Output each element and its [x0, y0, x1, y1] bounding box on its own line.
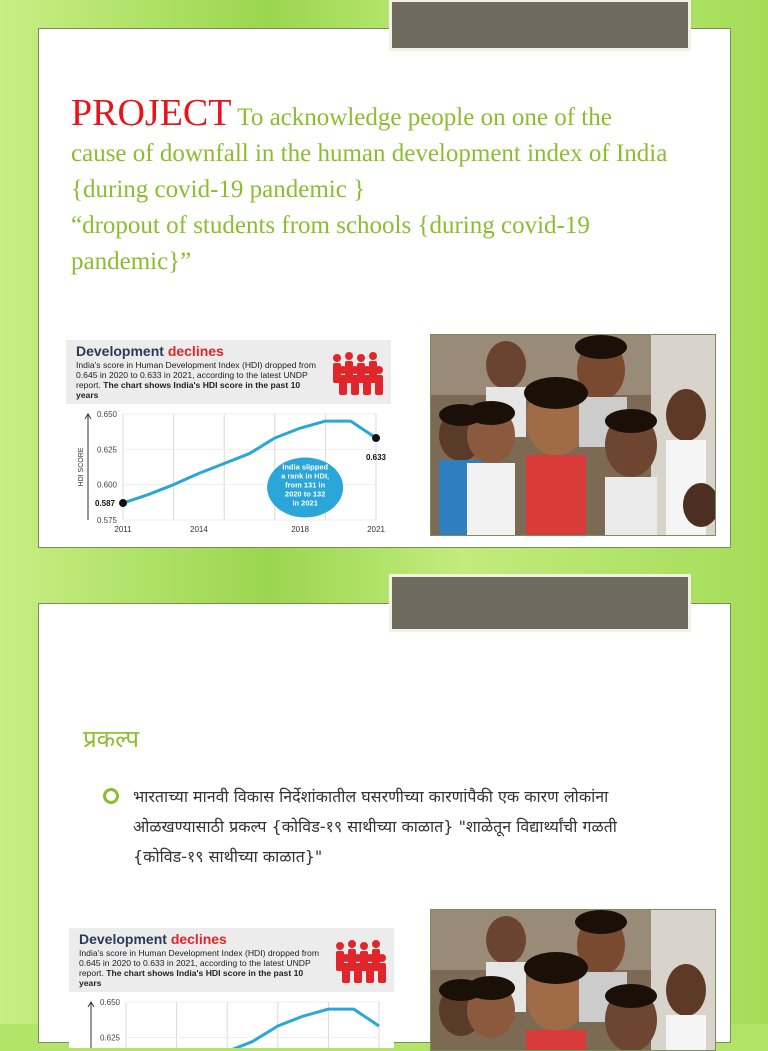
x-tick-label: 2014: [190, 525, 208, 534]
bullet-icon: [103, 788, 119, 804]
annotation-text: from 131 in: [285, 480, 326, 490]
x-tick-label: 2011: [114, 525, 132, 534]
annotation-text: India slipped: [282, 462, 329, 472]
x-tick-label: 2018: [291, 525, 309, 534]
y-axis-label: HDI SCORE: [78, 447, 85, 487]
chart-description: India's score in Human Development Index (HDI) dropped from 0.645 in 2020 to 0.633 in 2021, according to the latest UNDP report. The chart shows India's HDI score in the past 10 years: [76, 360, 316, 400]
project-quote: “dropout of students from schools {during covid-19 pandemic}”: [71, 212, 590, 275]
y-tick-label: 0.625: [99, 1033, 120, 1043]
y-tick-label: 0.575: [96, 516, 117, 525]
hdi-chart: [69, 928, 394, 1048]
y-tick-label: 0.625: [96, 445, 117, 455]
project-heading: [71, 92, 671, 280]
hdi-series-line: [126, 1009, 379, 1048]
annotation-text: a rank in HDI,: [281, 471, 330, 481]
end-value-label: 0.633: [365, 453, 387, 463]
y-tick-label: 0.600: [96, 480, 117, 490]
end-point: [372, 434, 380, 442]
children-photo: [430, 334, 716, 536]
children-photo-image: [431, 335, 715, 535]
hdi-chart: [66, 340, 391, 536]
slide-2-title: प्रकल्प: [83, 725, 140, 753]
start-value-label: 0.587: [94, 499, 115, 509]
children-photo-image: [431, 910, 715, 1050]
chart-title: Development declines: [79, 931, 227, 947]
slide-tab: [389, 574, 691, 632]
slide-tab: [389, 0, 691, 51]
children-photo: [430, 909, 716, 1051]
project-label: PROJECT: [71, 92, 232, 134]
bullet-text: भारताच्या मानवी विकास निर्देशांकातील घसरणीच्या कारणांपैकी एक कारण लोकांना ओळखण्यासाठी प्रकल्प {कोविड-१९ साथीच्या काळात} "शाळेतून विद्यार्थ्यांची गळती {कोविड-१९ साथीच्या काळात}": [133, 787, 617, 866]
chart-plot: [66, 340, 391, 536]
y-tick-label: 0.650: [99, 998, 120, 1007]
slide-2: [38, 603, 731, 1043]
project-text: To acknowledge people on one of the cause of downfall in the human development index of India {during covid-19 pandemic }: [71, 104, 668, 203]
start-point: [119, 499, 127, 507]
slide-1: [38, 28, 731, 548]
chart-description: India's score in Human Development Index (HDI) dropped from 0.645 in 2020 to 0.633 in 2021, according to the latest UNDP report. The chart shows India's HDI score in the past 10 years: [79, 948, 319, 988]
chart-plot: [69, 928, 394, 1048]
annotation-text: in 2021: [292, 498, 318, 508]
annotation-text: 2020 to 132: [284, 489, 326, 499]
y-tick-label: 0.650: [96, 410, 117, 419]
chart-title: Development declines: [76, 343, 224, 359]
x-tick-label: 2021: [367, 525, 385, 534]
